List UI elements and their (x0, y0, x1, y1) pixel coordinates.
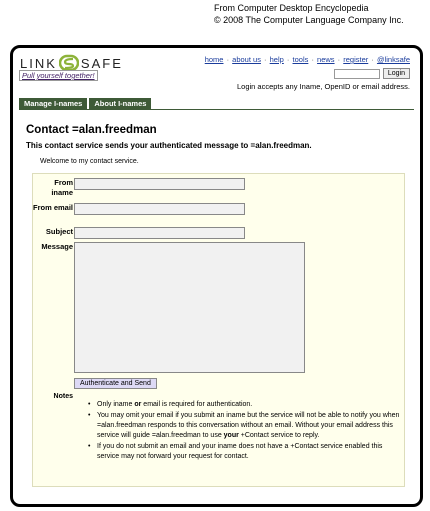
nav-linksafe-link[interactable]: @linksafe (376, 55, 410, 64)
nav-separator: · (264, 55, 267, 64)
from-iname-label: From iname (51, 178, 73, 197)
nav-register-link[interactable]: register (343, 55, 369, 64)
note-item (88, 411, 404, 442)
page-subtitle: This contact service sends your authenticated message to =alan.freedman. (26, 141, 312, 150)
browser-frame (10, 45, 423, 507)
note-text: If you do not submit an email and your iname does not have a +Contact service enabled this service may not forward your request for contact. (97, 443, 383, 461)
nav-about-link[interactable]: about us (232, 55, 261, 64)
subject-label: Subject (45, 227, 73, 236)
nav-separator: · (226, 55, 230, 64)
message-label: Message (41, 242, 73, 251)
login-note: Login accepts any Iname, OpenID or email address. (236, 82, 410, 91)
authenticate-send-button[interactable]: Authenticate and Send (74, 378, 157, 389)
copyright-credit (214, 2, 414, 26)
note-item (88, 400, 404, 410)
tab-underline (19, 109, 414, 110)
logo-text-left: LINK (20, 55, 57, 71)
from-email-input[interactable] (74, 203, 245, 215)
notes-label: Notes (53, 393, 73, 400)
note-text: Only iname (97, 401, 135, 408)
contact-form (32, 173, 405, 487)
tagline-link[interactable]: Pull yourself together! (19, 70, 98, 81)
notes-list (88, 400, 404, 463)
note-text: email is required for authentication. (141, 401, 253, 408)
nav-home-link[interactable]: home (204, 55, 224, 64)
nav-separator: · (371, 55, 374, 64)
nav-separator: · (337, 55, 341, 64)
welcome-text: Welcome to my contact service. (40, 158, 139, 165)
tab-bar (19, 98, 151, 109)
nav-tools-link[interactable]: tools (292, 55, 309, 64)
note-emphasis: your (223, 432, 239, 440)
subject-input[interactable] (74, 227, 245, 239)
message-textarea[interactable] (74, 242, 305, 373)
login-input[interactable] (334, 69, 380, 79)
logo-text-right: SAFE (80, 55, 123, 71)
tab-about-inames[interactable]: About I-names (89, 98, 151, 109)
page-title: Contact =alan.freedman (26, 124, 157, 136)
credit-line-1: From Computer Desktop Encyclopedia (214, 3, 369, 13)
login-bar (334, 68, 410, 79)
note-emphasis: or (134, 401, 142, 408)
top-navigation (205, 55, 410, 64)
login-button[interactable]: Login (383, 68, 410, 79)
tab-manage-inames[interactable]: Manage I-names (19, 98, 87, 109)
nav-help-link[interactable]: help (269, 55, 284, 64)
note-text: +Contact service to reply. (238, 432, 320, 440)
from-iname-input[interactable] (74, 178, 245, 190)
note-text: You may omit your email if you submit an iname but the service will not be able to notify you when =alan.freedman responds to this conversation without an email. Without your email address this service will guide =alan.freedman to use (97, 411, 400, 440)
from-email-label: From email (33, 203, 74, 212)
nav-separator: · (286, 55, 290, 64)
nav-news-link[interactable]: news (317, 55, 335, 64)
nav-separator: · (311, 55, 314, 64)
credit-line-2: © 2008 The Computer Language Company Inc. (214, 15, 404, 25)
note-item (88, 442, 404, 463)
